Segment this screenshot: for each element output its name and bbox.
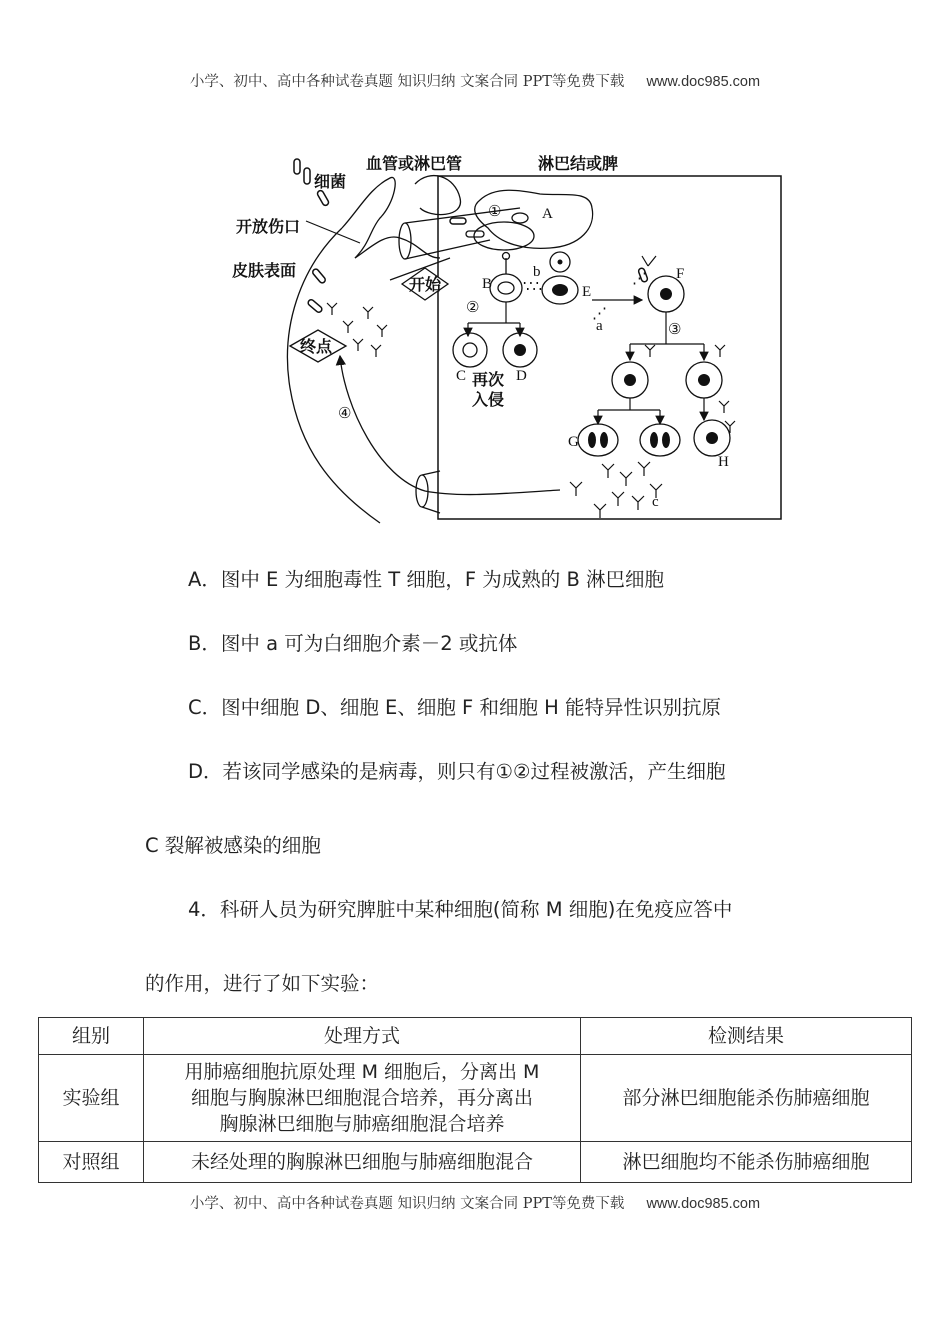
svg-text:∵∴: ∵∴ xyxy=(523,279,543,295)
treatment-line: 细胞与胸腺淋巴细胞混合培养，再分离出 xyxy=(190,1087,533,1109)
svg-text:⋰: ⋰ xyxy=(592,306,607,322)
letter-H: H xyxy=(718,454,729,470)
footer-site: www.doc985.com xyxy=(646,1196,761,1212)
label-vessel: 血管或淋巴管 xyxy=(366,154,463,173)
step-2: ② xyxy=(466,300,480,316)
cell-C xyxy=(453,333,487,367)
cell-F-daughter-1 xyxy=(612,362,648,398)
table-header-row xyxy=(39,1018,912,1055)
step-4: ④ xyxy=(338,406,352,422)
header-site: www.doc985.com xyxy=(646,74,761,90)
row-result: 淋巴细胞均不能杀伤肺癌细胞 xyxy=(581,1142,912,1183)
option-c: C．图中细胞 D、细胞 E、细胞 F 和细胞 H 能特异性识别抗原 xyxy=(188,696,722,719)
label-bacteria: 细菌 xyxy=(314,172,347,191)
page-header xyxy=(0,70,950,91)
branch-3 xyxy=(598,312,704,424)
label-start: 开始 xyxy=(409,275,442,294)
table-row xyxy=(39,1142,912,1183)
skin-surface xyxy=(287,228,380,523)
letter-C: C xyxy=(456,368,467,384)
cell-F xyxy=(642,256,684,312)
row-treatment xyxy=(144,1055,581,1142)
cell-B xyxy=(490,253,522,303)
letter-F: F xyxy=(676,266,685,282)
letter-D: D xyxy=(516,368,527,384)
pathway-4-arrow xyxy=(340,356,560,495)
letter-b: b xyxy=(533,264,541,280)
experiment-table xyxy=(38,1017,912,1183)
label-organ: 淋巴结或脾 xyxy=(538,154,619,173)
header-result: 检测结果 xyxy=(581,1018,912,1055)
label-reinvade-2: 入侵 xyxy=(472,390,505,409)
letter-B: B xyxy=(482,276,493,292)
step-1: ① xyxy=(488,204,502,220)
row-group: 实验组 xyxy=(39,1055,144,1142)
header-group: 组别 xyxy=(39,1018,144,1055)
letter-A: A xyxy=(542,206,553,222)
letter-c: c xyxy=(652,494,659,510)
question-4-line2: 的作用，进行了如下实验： xyxy=(145,972,380,995)
label-reinvade-1: 再次 xyxy=(472,370,505,389)
option-d-line2: C 裂解被感染的细胞 xyxy=(145,834,321,857)
header-text: 小学、初中、高中各种试卷真题 知识归纳 文案合同 PPT等免费下载 xyxy=(189,74,625,90)
cell-F-daughter-2 xyxy=(686,362,722,398)
label-skin: 皮肤表面 xyxy=(232,261,297,280)
cell-helper xyxy=(542,276,578,304)
header-treatment: 处理方式 xyxy=(144,1018,581,1055)
table-row xyxy=(39,1055,912,1142)
letter-G: G xyxy=(568,434,579,450)
treatment-line: 胸腺淋巴细胞与肺癌细胞混合培养 xyxy=(219,1113,505,1135)
question-4-line1: 4．科研人员为研究脾脏中某种细胞(简称 M 细胞)在免疫应答中 xyxy=(188,898,733,921)
immune-response-diagram xyxy=(220,148,790,528)
option-d-line1: D．若该同学感染的是病毒，则只有①②过程被激活，产生细胞 xyxy=(188,760,726,783)
cell-D xyxy=(503,333,537,367)
cell-G-1 xyxy=(578,424,618,456)
footer-text: 小学、初中、高中各种试卷真题 知识归纳 文案合同 PPT等免费下载 xyxy=(189,1196,625,1212)
treatment-line: 用肺癌细胞抗原处理 M 细胞后，分离出 M xyxy=(184,1061,540,1083)
option-a: A．图中 E 为细胞毒性 T 细胞，F 为成熟的 B 淋巴细胞 xyxy=(188,568,665,591)
lymph-organ-box xyxy=(438,176,781,519)
row-group: 对照组 xyxy=(39,1142,144,1183)
letter-a: a xyxy=(596,318,603,334)
page-footer xyxy=(0,1192,950,1213)
row-result: 部分淋巴细胞能杀伤肺癌细胞 xyxy=(581,1055,912,1142)
cell-H xyxy=(694,420,730,456)
letter-E: E xyxy=(582,284,592,300)
option-b: B．图中 a 可为白细胞介素－2 或抗体 xyxy=(188,632,518,655)
bacteria-icons xyxy=(294,159,648,313)
cell-G-2 xyxy=(640,424,680,456)
vessel-top xyxy=(399,208,520,259)
svg-text:⋰: ⋰ xyxy=(632,271,647,287)
row-treatment: 未经处理的胸腺淋巴细胞与肺癌细胞混合 xyxy=(144,1142,581,1183)
label-end: 终点 xyxy=(300,337,333,356)
label-wound: 开放伤口 xyxy=(236,217,301,236)
step-3: ③ xyxy=(668,322,682,338)
